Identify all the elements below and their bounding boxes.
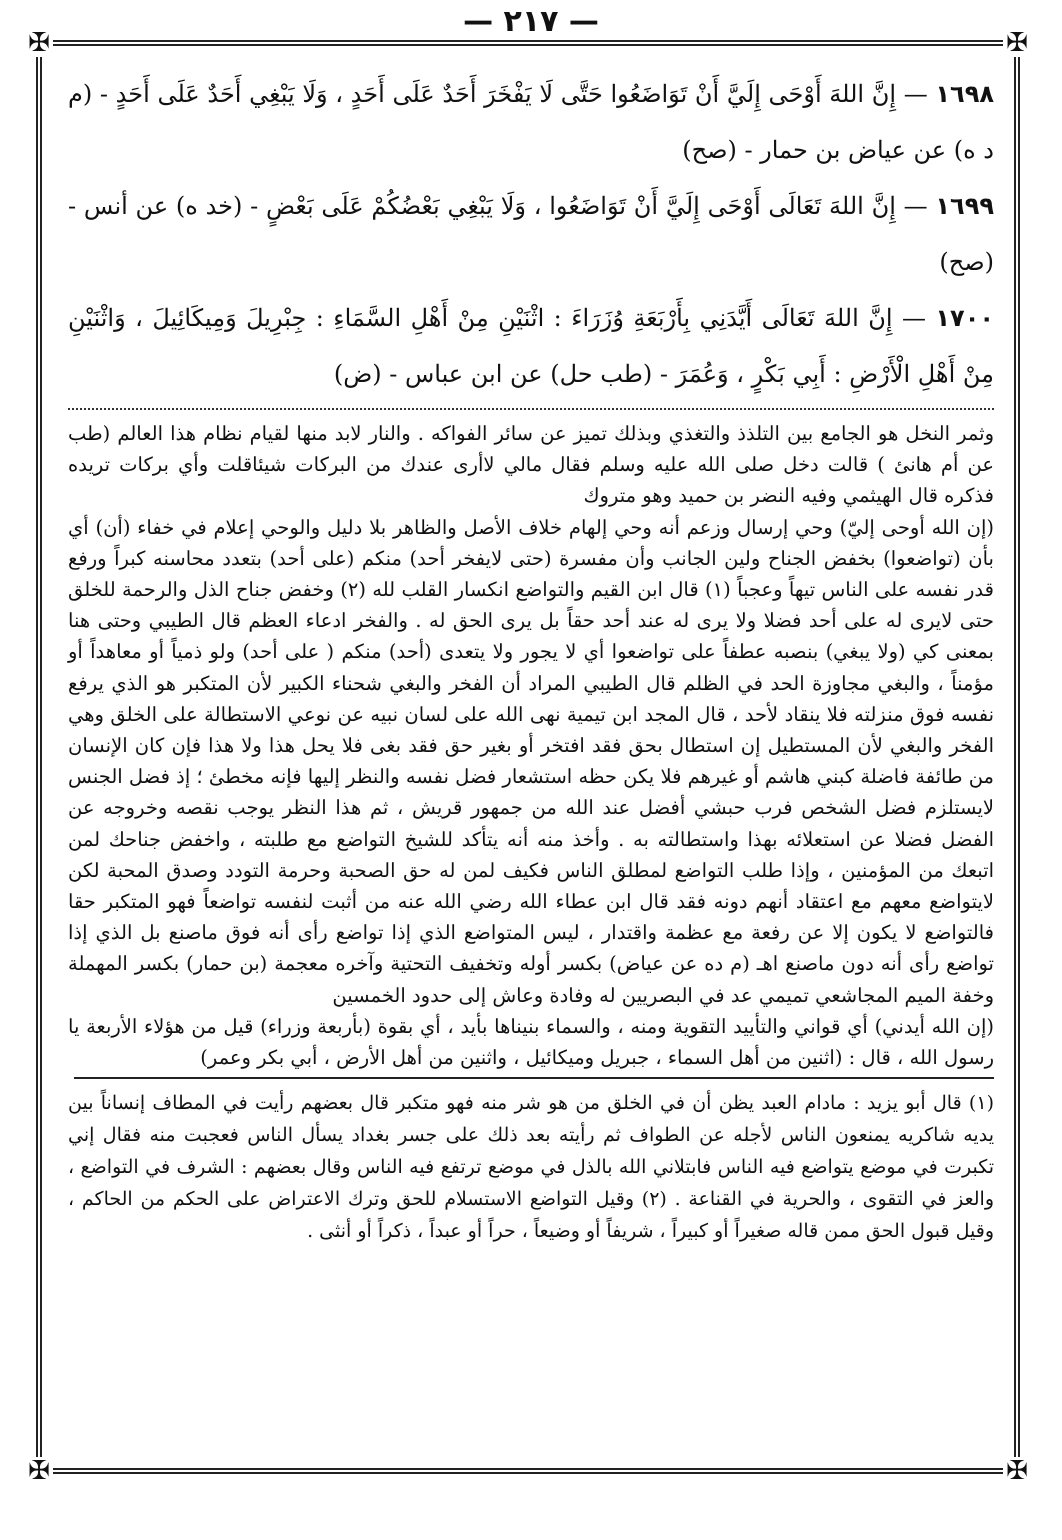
hadith-entry xyxy=(68,66,994,178)
corner-ornament-icon: ✠ xyxy=(1003,29,1031,57)
page-border-right xyxy=(1014,40,1020,1474)
hadith-entry xyxy=(68,290,994,402)
corner-ornament-icon: ✠ xyxy=(25,29,53,57)
page-border-bottom xyxy=(42,1468,1014,1474)
hadith-number: ١٦٩٨ xyxy=(935,80,994,108)
page-content xyxy=(68,66,994,1247)
commentary-paragraph: وثمر النخل هو الجامع بين التلذذ والتغذي وبذلك تميز عن سائر الفواكه . والنار لابد منها لقيام نظام هذا العالم (طب عن أم هانئ ) قالت دخل صلى الله عليه وسلم فقال مالي لاأرى عندك من البركات شيئاقلت وأي بركات تريده فذكره قال الهيثمي وفيه النضر بن حميد وهو متروك xyxy=(68,422,994,508)
footnote-divider xyxy=(74,1077,994,1079)
commentary-paragraph: (إن الله أوحى إليّ) وحي إرسال وزعم أنه وحي إلهام خلاف الأصل والظاهر بلا دليل والوحي إعلام في خفاء (أن) أي بأن (تواضعوا) بخفض الجناح ولين الجانب وأن مفسرة (حتى لايفخر أحد) منكم (على أحد) بتعدد محاسنه كبراً ورفع قدر نفسه على الناس تيهاً وعجباً (١) قال ابن القيم والتواضع انكسار القلب لله (٢) وخفض جناح الذل والرحمة للخلق حتى لايرى له على أحد فضلا ولا يرى له عند أحد حقاً بل يرى الحق له . والفخر ادعاء العظم قال الطيبي وحتى هنا بمعنى كي (ولا يبغي) بنصبه عطفاً على تواضعوا أي لا يجور ولا يتعدى (أحد) منكم ( على أحد) ولو ذمياً أو معاهداً أو مؤمناً ، والبغي مجاوزة الحد في الظلم قال الطيبي المراد أن الفخر والبغي شحناء الكبير لأن المتكبر هو الذي يرفع نفسه فوق منزلته فلا ينقاد لأحد ، قال المجد ابن تيمية نهى الله على لسان نبيه عن نوعي الاستطالة على الخلق وهي الفخر والبغي لأن المستطيل إن استطال بحق فقد افتخر أو بغير حق فقد بغى فلا يحل هذا ولا هذا فإن كان الإنسان من طائفة فاضلة كبني هاشم أو غيرهم فلا يكن حظه استشعار فضل نفسه والنظر إليها فإنه مخطئ ؛ إذ فضل الجنس لايستلزم فضل الشخص فرب حبشي أفضل عند الله من جمهور قريش ، ثم هذا النظر يوجب نقصه وخروجه عن الفضل فضلا عن استعلائه بهذا واستطالته به . وأخذ منه أنه يتأكد للشيخ التواضع مع طلبته ، واخفض جناحك لمن اتبعك من المؤمنين ، وإذا طلب التواضع لمطلق الناس فكيف لمن له حق الصحبة وحرمة التودد وصدق المحبة لكن لايتواضع معهم مع اعتقاد أنهم دونه فقد قال ابن عطاء الله رضي الله عنه من أثبت لنفسه تواضعاً فهو المتكبر حقا فالتواضع لا يكون إلا عن رفعة مع عظمة واقتدار ، ليس المتواضع الذي إذا تواضع رأى أنه فوق ماصنع بل الذي إذا تواضع رأى أنه دون ماصنع اهـ (م ده عن عياض) بكسر أوله وتخفيف التحتية وآخره معجمة (بن حمار) بكسر المهملة وخفة الميم المجاشعي تميمي عد في البصريين له وفادة وعاش إلى حدود الخمسين xyxy=(68,515,994,1007)
hadith-number: ١٧٠٠ xyxy=(935,304,994,332)
page-number: — ٢١٧ — xyxy=(463,4,599,39)
page-border-top xyxy=(42,40,1014,46)
footnote-paragraph: (١) قال أبو يزيد : مادام العبد يظن أن في الخلق من هو شر منه فهو متكبر قال بعضهم رأيت في المطاف إنساناً بين يديه شاكريه يمنعون الناس لأجله عن الطواف ثم رأيته بعد ذلك على جسر بغداد يسأل الناس فعجبت منه فقال إني تكبرت في موضع يتواضع فيه الناس فابتلاني الله بالذل في موضع ترتفع فيه الناس وقال بعضهم : الشرف في التواضع ، والعز في التقوى ، والحرية في القناعة . (٢) وقيل التواضع الاستسلام للحق وترك الاعتراض على الحكم من الحاكم ، وقيل قبول الحق ممن قاله صغيراً أو كبيراً ، شريفاً أو وضيعاً ، حراً أو عبداً ، ذكراً أو أنثى . xyxy=(68,1092,995,1243)
hadith-number: ١٦٩٩ xyxy=(935,192,994,220)
hadith-text: — إِنَّ اللهَ تَعَالَى أَيَّدَنِي بِأَرْبَعَةِ وُزَرَاءَ : اثْنَيْنِ مِنْ أَهْلِ السَّمَاءِ : جِبْرِيلَ وَمِيكَائِيلَ ، وَاثْنَيْنِ مِنْ أَهْلِ الْأَرْضِ : أَبِي بَكْرٍ ، وَعُمَرَ - (طب حل) عن ابن عباس - (ض) xyxy=(68,304,994,388)
corner-ornament-icon: ✠ xyxy=(1003,1457,1031,1485)
corner-ornament-icon: ✠ xyxy=(25,1457,53,1485)
commentary-paragraph: (إن الله أيدني) أي قواني والتأييد التقوية ومنه ، والسماء بنيناها بأيد ، أي بقوة (بأربعة وزراء) قيل من هؤلاء الأربعة يا رسول الله ، قال : (اثنين من أهل السماء ، جبريل وميكائيل ، واثنين من أهل الأرض ، أبي بكر وعمر) xyxy=(68,1014,994,1070)
hadith-text: — إِنَّ اللهَ أَوْحَى إِلَيَّ أَنْ تَوَاضَعُوا حَتَّى لَا يَفْخَرَ أَحَدٌ عَلَى أَحَدٍ ، وَلَا يَبْغِي أَحَدٌ عَلَى أَحَدٍ - (م د ه) عن عياض بن حمار - (صح) xyxy=(68,80,994,164)
hadith-text: — إِنَّ اللهَ تَعَالَى أَوْحَى إِلَيَّ أَنْ تَوَاضَعُوا ، وَلَا يَبْغِي بَعْضُكُمْ عَلَى بَعْضٍ - (خد ه) عن أنس - (صح) xyxy=(68,192,994,276)
hadith-entry xyxy=(68,178,994,290)
section-divider xyxy=(68,408,994,410)
page-border-left xyxy=(36,40,42,1474)
